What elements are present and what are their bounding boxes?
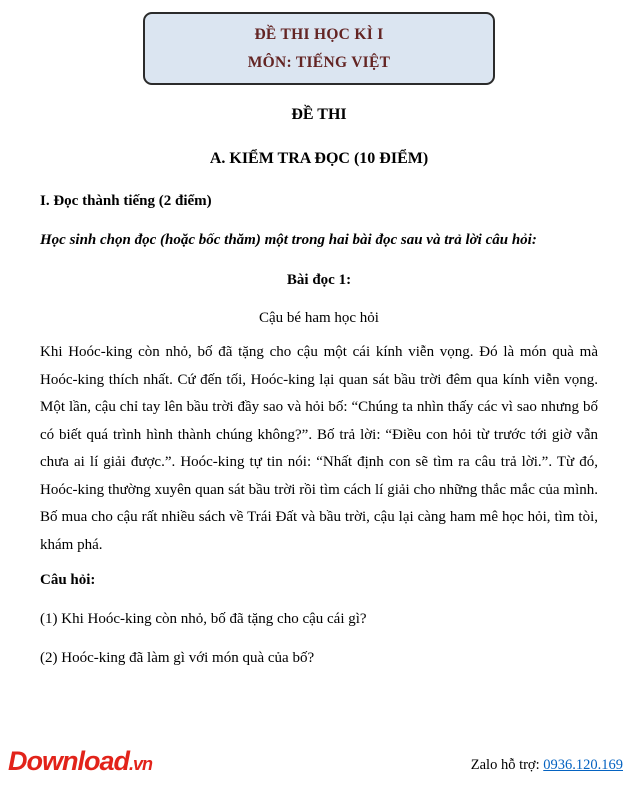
logo-suffix-text: .vn bbox=[129, 754, 153, 774]
page-footer bbox=[0, 746, 638, 779]
logo-main-text: Download bbox=[8, 746, 129, 776]
exam-header-line1: ĐỀ THI HỌC KÌ I bbox=[254, 26, 384, 43]
instruction-text: Học sinh chọn đọc (hoặc bốc thăm) một trong hai bài đọc sau và trả lời câu hỏi: bbox=[40, 232, 537, 248]
reading-label: Bài đọc 1: bbox=[286, 272, 352, 288]
exam-header-line2: MÔN: TIẾNG VIỆT bbox=[247, 54, 391, 71]
zalo-support bbox=[471, 755, 623, 775]
questions-label: Câu hỏi: bbox=[40, 572, 96, 588]
section-a-heading: A. KIỂM TRA ĐỌC (10 ĐIỂM) bbox=[209, 150, 429, 167]
question-2: (2) Hoóc-king đã làm gì với món quà của bố? bbox=[40, 650, 315, 666]
reading-title: Cậu bé ham học hỏi bbox=[259, 310, 379, 326]
question-1: (1) Khi Hoóc-king còn nhỏ, bố đã tặng cho cậu cái gì? bbox=[40, 611, 367, 627]
section-i-heading: I. Đọc thành tiếng (2 điểm) bbox=[40, 193, 212, 209]
page-title: ĐỀ THI bbox=[291, 106, 347, 123]
reading-passage: Khi Hoóc-king còn nhỏ, bố đã tặng cho cậu một cái kính viễn vọng. Đó là món quà mà Hoóc-king thích nhất. Cứ đến tối, Hoóc-king lại quan sát bầu trời đêm qua kính viễn vọng. Một lần, cậu chỉ tay lên bầu trời đầy sao và hỏi bố: “Chúng ta nhìn thấy các vì sao nhưng bố có biết quá trình hình thành chúng không?”. Bố trả lời: “Điều con hỏi từ trước tới giờ vẫn chưa ai lí giải được.”. Hoóc-king tự tin nói: “Nhất định con sẽ tìm ra câu trả lời.”. Từ đó, Hoóc-king thường xuyên quan sát bầu trời rồi tìm cách lí giải cho những thắc mắc của mình. Bố mua cho cậu rất nhiều sách về Trái Đất và bầu trời, cậu lại càng ham mê học hỏi, tìm tòi, khám phá. bbox=[40, 344, 598, 553]
download-vn-logo[interactable] bbox=[8, 748, 152, 779]
zalo-support-label: Zalo hỗ trợ: bbox=[470, 757, 544, 773]
zalo-support-phone-link[interactable]: 0936.120.169 bbox=[543, 757, 623, 773]
exam-header-box bbox=[143, 12, 495, 85]
